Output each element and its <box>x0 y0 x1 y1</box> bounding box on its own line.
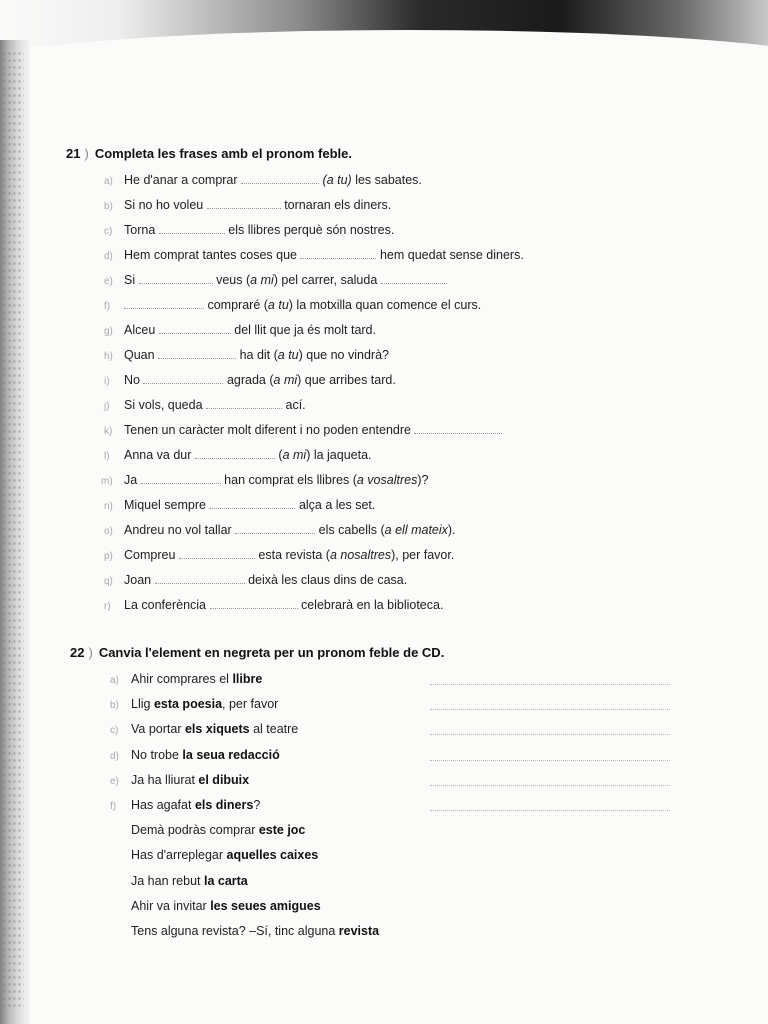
item-text: a mi <box>250 273 274 287</box>
answer-blank[interactable] <box>143 373 223 384</box>
answer-blank[interactable] <box>124 298 204 309</box>
exercise-number: 22 <box>70 645 85 660</box>
ex21-item-k <box>124 422 502 438</box>
item-text: Si <box>124 273 136 287</box>
item-letter: c) <box>104 226 113 237</box>
item-letter: d) <box>110 751 119 762</box>
item-text: Has agafat <box>131 798 195 812</box>
item-text: Ja han rebut <box>131 874 204 888</box>
item-text: Torna <box>124 223 156 237</box>
item-text: He d'anar a comprar <box>124 173 238 187</box>
exercise-22-heading <box>70 645 444 660</box>
item-letter: h) <box>104 351 113 362</box>
bold-element: esta poesia <box>153 697 223 711</box>
ex21-item-q <box>124 572 407 588</box>
item-text: (a tu) <box>322 173 352 187</box>
item-text: ? <box>253 798 261 812</box>
item-text: ) la jaqueta. <box>306 448 372 462</box>
ex22-item <box>131 797 260 813</box>
bold-element: llibre <box>232 672 263 686</box>
item-text: Va portar <box>131 722 185 736</box>
ex21-item-r <box>124 597 443 613</box>
answer-line[interactable] <box>430 733 670 735</box>
item-letter: q) <box>104 576 113 587</box>
ex21-item-m <box>124 472 428 488</box>
item-text: La conferència <box>124 598 207 612</box>
answer-blank[interactable] <box>209 498 295 509</box>
answer-blank[interactable] <box>158 348 236 359</box>
item-text: ) la motxilla quan comence el curs. <box>288 298 482 312</box>
answer-blank[interactable] <box>241 173 319 184</box>
answer-blank[interactable] <box>207 198 281 209</box>
item-letter: l) <box>104 451 110 462</box>
item-text: Has d'arreplegar <box>131 848 227 862</box>
exercise-marker: ) <box>88 645 93 660</box>
ex22-item <box>131 696 278 712</box>
answer-blank[interactable] <box>159 323 231 334</box>
answer-blank[interactable] <box>155 573 245 584</box>
answer-blank[interactable] <box>381 273 447 284</box>
item-text: tornaran els diners. <box>284 198 392 212</box>
answer-blank[interactable] <box>139 273 213 284</box>
item-text: Anna va dur <box>124 448 192 462</box>
answer-blank[interactable] <box>206 398 282 409</box>
ex22-item <box>131 847 318 863</box>
bold-element: este joc <box>258 823 306 837</box>
bold-element: la carta <box>203 874 248 888</box>
ex21-item-c <box>124 222 394 238</box>
answer-blank[interactable] <box>414 423 502 434</box>
ex22-item <box>131 822 305 838</box>
answer-line[interactable] <box>430 683 670 685</box>
ex22-item <box>131 873 248 889</box>
item-text: deixà les claus dins de casa. <box>248 573 408 587</box>
answer-blank[interactable] <box>179 548 255 559</box>
bold-element: les seues amigues <box>210 899 321 913</box>
item-letter: d) <box>104 251 113 262</box>
ex21-item-l <box>124 447 372 463</box>
item-text: Alceu <box>124 323 156 337</box>
exercise-number: 21 <box>66 146 81 161</box>
item-letter: a) <box>110 675 119 686</box>
ex21-item-p <box>124 547 454 563</box>
item-text: ací. <box>285 398 306 412</box>
item-letter: k) <box>104 426 113 437</box>
answer-line[interactable] <box>430 809 670 811</box>
item-text: Ja <box>124 473 138 487</box>
item-text: Ahir comprares el <box>131 672 233 686</box>
item-text: ), per favor. <box>391 548 455 562</box>
item-text: ( <box>278 448 283 462</box>
answer-line[interactable] <box>430 708 670 710</box>
bold-element: la seua redacció <box>182 748 280 762</box>
bold-element: el dibuix <box>198 773 250 787</box>
ex21-item-f <box>124 297 481 313</box>
item-letter: j) <box>104 401 110 412</box>
scan-noise-left <box>2 50 24 1010</box>
ex21-item-e <box>124 272 447 288</box>
item-text: Compreu <box>124 548 176 562</box>
item-text: compraré ( <box>207 298 268 312</box>
ex21-item-i <box>124 372 396 388</box>
item-letter: r) <box>104 601 111 612</box>
ex22-item <box>131 747 280 763</box>
page-edge <box>0 30 768 90</box>
answer-blank[interactable] <box>300 248 376 259</box>
item-text: a mi <box>273 373 298 387</box>
item-text: Ahir va invitar <box>131 899 211 913</box>
ex21-item-d <box>124 247 524 263</box>
item-text: Si vols, queda <box>124 398 203 412</box>
item-text: ) que no vindrà? <box>298 348 389 362</box>
item-text: Demà podràs comprar <box>131 823 259 837</box>
ex22-item <box>131 772 249 788</box>
exercise-marker: ) <box>84 146 89 161</box>
item-letter: a) <box>104 176 113 187</box>
bold-element: revista <box>338 924 380 938</box>
answer-blank[interactable] <box>195 448 275 459</box>
item-text: esta revista ( <box>258 548 330 562</box>
item-letter: o) <box>104 526 113 537</box>
item-text: alça a les set. <box>298 498 376 512</box>
item-letter: e) <box>110 776 119 787</box>
item-text: hem quedat sense diners. <box>379 248 524 262</box>
item-letter: n) <box>104 501 113 512</box>
item-letter: m) <box>101 476 113 487</box>
item-text: celebrarà en la biblioteca. <box>300 598 444 612</box>
bold-element: els xiquets <box>184 722 250 736</box>
item-letter: p) <box>104 551 113 562</box>
item-text: Andreu no vol tallar <box>124 523 232 537</box>
item-letter: f) <box>104 301 111 312</box>
item-text: Joan <box>124 573 152 587</box>
ex21-item-n <box>124 497 375 513</box>
bold-element: aquelles caixes <box>226 848 319 862</box>
item-text: Si no ho voleu <box>124 198 204 212</box>
item-text: No <box>124 373 140 387</box>
item-letter: g) <box>104 326 113 337</box>
ex21-item-j <box>124 397 306 413</box>
item-text: ) pel carrer, saluda <box>273 273 378 287</box>
item-text: veus ( <box>216 273 251 287</box>
item-text: , per favor <box>222 697 279 711</box>
answer-blank[interactable] <box>141 473 221 484</box>
ex21-item-h <box>124 347 389 363</box>
item-text: )? <box>417 473 429 487</box>
item-letter: b) <box>104 201 113 212</box>
item-letter: i) <box>104 376 110 387</box>
item-text: Llig <box>131 697 154 711</box>
item-text: a vosaltres <box>356 473 418 487</box>
answer-line[interactable] <box>430 784 670 786</box>
ex22-item <box>131 671 262 687</box>
item-letter: f) <box>110 801 117 812</box>
exercise-instruction: Completa les frases amb el pronom feble. <box>94 146 353 161</box>
item-letter: b) <box>110 700 119 711</box>
item-text: Quan <box>124 348 155 362</box>
item-text: ) que arribes tard. <box>297 373 396 387</box>
exercise-21-heading <box>66 146 352 161</box>
item-text: els cabells ( <box>318 523 385 537</box>
item-text: Miquel sempre <box>124 498 206 512</box>
ex21-item-a <box>124 172 422 188</box>
item-text: del llit que ja és molt tard. <box>234 323 376 337</box>
answer-line[interactable] <box>430 759 670 761</box>
item-letter: e) <box>104 276 113 287</box>
ex22-item <box>131 721 298 737</box>
ex21-item-b <box>124 197 391 213</box>
ex22-item <box>131 898 321 914</box>
item-text: els llibres perquè són nostres. <box>228 223 395 237</box>
item-text: han comprat els llibres ( <box>224 473 357 487</box>
answer-blank[interactable] <box>210 598 298 609</box>
item-text: agrada ( <box>226 373 274 387</box>
ex22-item <box>131 923 379 939</box>
item-letter: c) <box>110 725 119 736</box>
answer-blank[interactable] <box>159 223 225 234</box>
item-text: a ell mateix <box>384 523 448 537</box>
ex21-item-g <box>124 322 376 338</box>
item-text: Tenen un caràcter molt diferent i no poden entendre <box>124 423 411 437</box>
item-text: a tu <box>267 298 289 312</box>
item-text: les sabates. <box>351 173 422 187</box>
item-text: Tens alguna revista? –Sí, tinc alguna <box>131 924 339 938</box>
item-text: al teatre <box>249 722 299 736</box>
answer-blank[interactable] <box>235 523 315 534</box>
exercise-instruction: Canvia l'element en negreta per un pronom feble de CD. <box>98 645 445 660</box>
item-text: a mi <box>282 448 307 462</box>
item-text: a nosaltres <box>329 548 392 562</box>
item-text: Hem comprat tantes coses que <box>124 248 297 262</box>
item-text: Ja ha lliurat <box>131 773 199 787</box>
item-text: ). <box>447 523 456 537</box>
bold-element: els diners <box>194 798 254 812</box>
item-text: a tu <box>277 348 299 362</box>
item-text: No trobe <box>131 748 183 762</box>
item-text: ha dit ( <box>239 348 278 362</box>
ex21-item-o <box>124 522 456 538</box>
